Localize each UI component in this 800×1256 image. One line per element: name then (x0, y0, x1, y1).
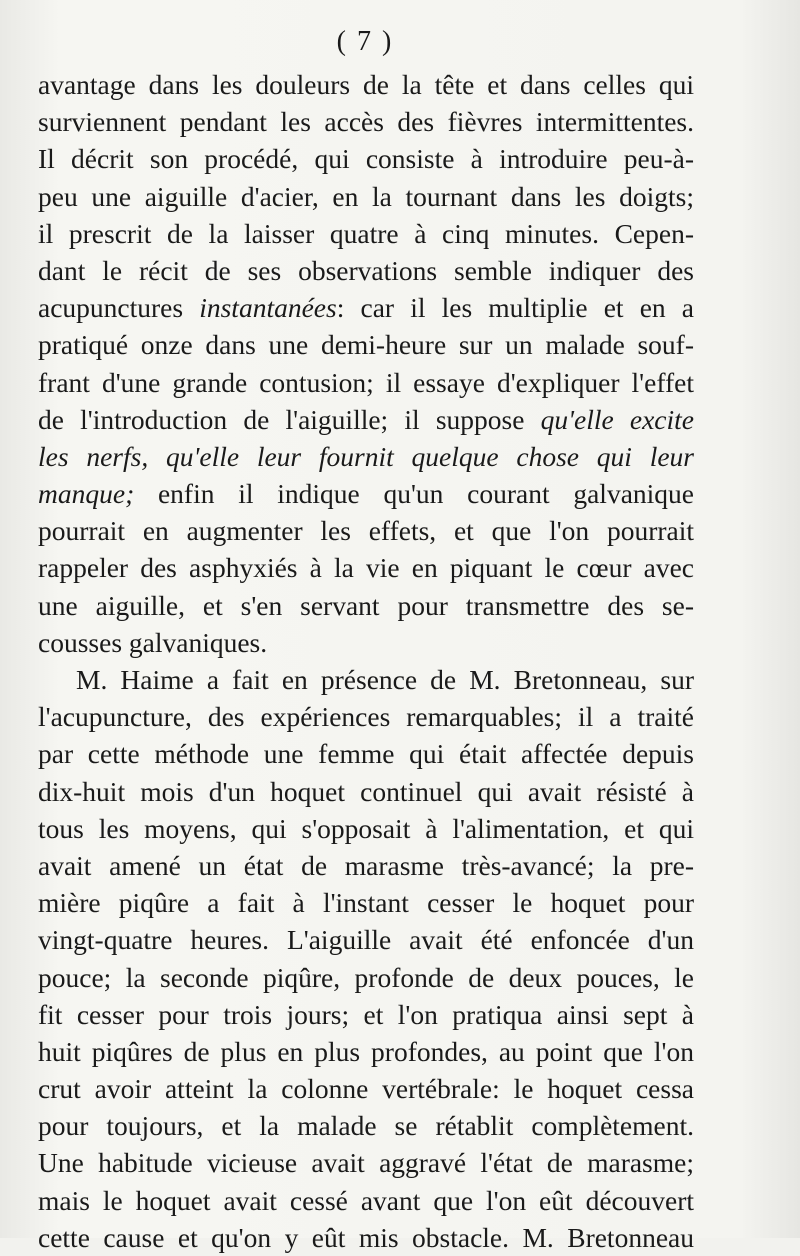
line-text: : car il les multiplie et en a (336, 292, 694, 324)
text-line (38, 810, 694, 847)
italic-phrase: qu'elle excite (540, 403, 695, 435)
text-line (38, 884, 694, 921)
text-line (38, 103, 694, 140)
line-text: avait amené un état de marasme très-avancé; la pre- (38, 849, 694, 881)
text-line (38, 587, 694, 624)
text-line (38, 475, 694, 512)
text-line (38, 698, 694, 735)
text-line (38, 1182, 694, 1219)
line-text: pourrait en augmenter les effets, et que l'on pourrait (38, 515, 694, 547)
italic-phrase: instantanées (199, 292, 337, 324)
line-text: par cette méthode une femme qui était affectée depuis (38, 738, 694, 770)
text-line (38, 1144, 694, 1181)
line-text: pour toujours, et la malade se rétablit complètement. (38, 1110, 694, 1142)
line-text: huit piqûres de plus en plus profondes, au point que l'on (38, 1035, 694, 1067)
line-text: cette cause et qu'on y eût mis obstacle. M. Bretonneau (38, 1221, 694, 1253)
text-line (38, 624, 694, 661)
text-line (38, 1107, 694, 1144)
line-text: tous les moyens, qui s'opposait à l'alimentation, et qui (38, 812, 694, 844)
line-text: rappeler des asphyxiés à la vie en piquant le cœur avec (38, 552, 694, 584)
text-line (38, 178, 694, 215)
text-line (38, 215, 694, 252)
text-line (38, 773, 694, 810)
line-text: une aiguille, et s'en servant pour transmettre des se- (38, 589, 694, 621)
line-text: dix-huit mois d'un hoquet continuel qui avait résisté à (38, 775, 694, 807)
line-text: mière piqûre a fait à l'instant cesser le hoquet pour (38, 887, 694, 919)
line-text: enfin il indique qu'un courant galvanique (134, 478, 694, 510)
line-text: de l'introduction de l'aiguille; il suppose (38, 403, 541, 435)
line-text: l'acupuncture, des expériences remarquables; il a traité (38, 701, 694, 733)
line-text: il prescrit de la laisser quatre à cinq minutes. Cepen- (38, 217, 694, 249)
text-line (38, 735, 694, 772)
text-line (38, 959, 694, 996)
line-text: cousses galvaniques. (38, 626, 268, 658)
line-text: vingt-quatre heures. L'aiguille avait été enfoncée d'un (38, 924, 694, 956)
text-line (38, 289, 694, 326)
line-text: surviennent pendant les accès des fièvres intermittentes. (38, 106, 694, 138)
line-text: frant d'une grande contusion; il essaye d'expliquer l'effet (38, 366, 694, 398)
line-text: avantage dans les douleurs de la tête et dans celles qui (38, 69, 694, 100)
line-text: Il décrit son procédé, qui consiste à introduire peu-à- (38, 143, 694, 175)
text-line (38, 1033, 694, 1070)
text-line (38, 847, 694, 884)
text-line (38, 140, 694, 177)
line-text: mais le hoquet avait cessé avant que l'on eût découvert (38, 1184, 694, 1216)
text-line (38, 364, 694, 401)
line-text: Une habitude vicieuse avait aggravé l'état de marasme; (38, 1147, 694, 1179)
line-text: pratiqué onze dans une demi-heure sur un malade souf- (38, 329, 694, 361)
page-number: ( 7 ) (336, 26, 394, 57)
text-line (38, 921, 694, 958)
line-text: peu une aiguille d'acier, en la tournant dans les doigts; (38, 180, 694, 212)
italic-phrase: manque; (38, 478, 135, 510)
text-line (38, 326, 694, 363)
line-text: acupunctures (38, 292, 200, 324)
text-line (38, 1219, 694, 1256)
text-line (38, 438, 694, 475)
text-line (38, 549, 694, 586)
body-text (38, 66, 694, 1256)
line-text: crut avoir atteint la colonne vertébrale: le hoquet cessa (38, 1073, 694, 1105)
text-line (38, 66, 694, 103)
line-text: fit cesser pour trois jours; et l'on pratiqua ainsi sept à (38, 998, 694, 1030)
line-text: M. Haime a fait en présence de M. Bretonneau, sur (76, 664, 694, 695)
text-line (38, 512, 694, 549)
line-text: pouce; la seconde piqûre, profonde de deux pouces, le (38, 961, 694, 993)
text-line (38, 252, 694, 289)
text-line (38, 401, 694, 438)
line-text: dant le récit de ses observations semble indiquer des (38, 254, 694, 286)
text-line (38, 996, 694, 1033)
text-line (38, 661, 694, 698)
text-line (38, 1070, 694, 1107)
italic-phrase: les nerfs, qu'elle leur fournit quelque chose qui leur (38, 440, 694, 472)
